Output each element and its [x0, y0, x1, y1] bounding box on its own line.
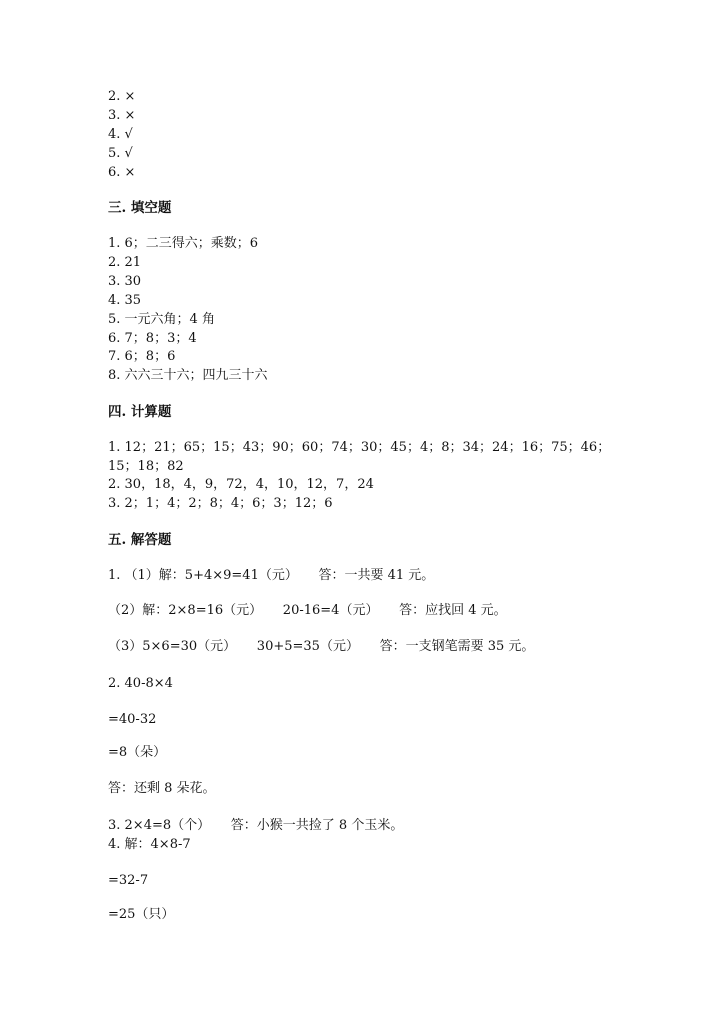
solve-answer-4-step3: =25（只）	[108, 907, 175, 922]
section-heading-solve: 五. 解答题	[108, 532, 172, 548]
fill-answer-2: 2. 21	[108, 255, 142, 270]
solve-answer-1-part2: （2）解：2×8=16（元） 20-16=4（元） 答：应找回 4 元。	[108, 603, 507, 618]
solve-answer-2-step2: =40-32	[108, 712, 157, 727]
solve-answer-1-part3: （3）5×6=30（元） 30+5=35（元） 答：一支钢笔需要 35 元。	[108, 639, 535, 654]
fill-answer-3: 3. 30	[108, 274, 142, 289]
tf-answer-4: 4. √	[108, 127, 133, 142]
tf-answer-2: 2. ×	[108, 89, 136, 104]
calc-answer-3: 3. 2；1；4；2；8；4；6；3；12；6	[108, 496, 333, 511]
tf-answer-5: 5. √	[108, 146, 133, 161]
solve-answer-2-reply: 答：还剩 8 朵花。	[108, 781, 216, 796]
fill-answer-5: 5. 一元六角；4 角	[108, 312, 215, 327]
calc-answer-1: 1. 12；21；65；15；43；90；60；74；30；45；4；8；34；24；16；75；46；	[108, 440, 611, 455]
solve-answer-4-step2: =32-7	[108, 873, 149, 888]
fill-answer-1: 1. 6；二三得六；乘数；6	[108, 236, 259, 251]
solve-answer-1-part1: 1. （1）解：5+4×9=41（元） 答：一共要 41 元。	[108, 568, 435, 583]
calc-answer-1-cont: 15；18；82	[108, 459, 184, 474]
section-heading-fill: 三. 填空题	[108, 200, 172, 216]
calc-answer-2: 2. 30，18，4，9，72，4，10，12，7，24	[108, 477, 374, 492]
fill-answer-7: 7. 6；8；6	[108, 349, 176, 364]
solve-answer-2-step1: 2. 40-8×4	[108, 676, 173, 691]
tf-answer-6: 6. ×	[108, 165, 136, 180]
solve-answer-2-step3: =8（朵）	[108, 745, 167, 760]
solve-answer-3: 3. 2×4=8（个） 答：小猴一共捡了 8 个玉米。	[108, 818, 404, 833]
fill-answer-8: 8. 六六三十六；四九三十六	[108, 368, 268, 383]
fill-answer-4: 4. 35	[108, 293, 142, 308]
fill-answer-6: 6. 7；8；3；4	[108, 331, 197, 346]
section-heading-calc: 四. 计算题	[108, 404, 172, 420]
solve-answer-4-step1: 4. 解：4×8-7	[108, 837, 191, 852]
tf-answer-3: 3. ×	[108, 108, 136, 123]
